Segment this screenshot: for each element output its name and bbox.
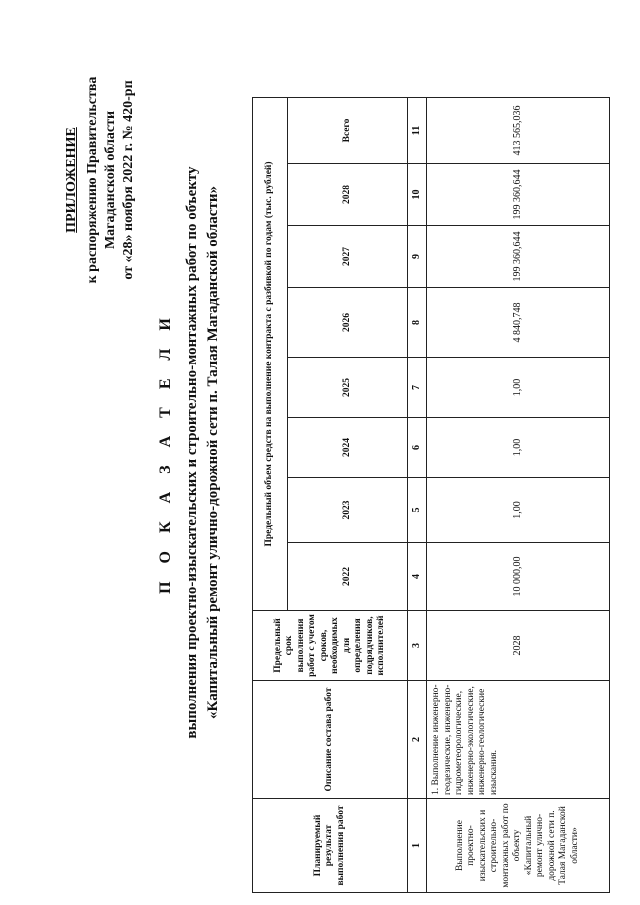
column-number: 1 (408, 799, 427, 893)
header-year: 2024 (288, 418, 408, 478)
appendix-line-2: Магаданской области (103, 110, 118, 250)
table-row (427, 98, 610, 893)
heading-line-2: «Капитальный ремонт улично-дорожной сети п. Талая Магаданской области» (205, 186, 221, 719)
column-number: 8 (408, 288, 427, 358)
column-number: 9 (408, 226, 427, 288)
indicators-table (252, 97, 610, 893)
row-deadline: 2028 (427, 611, 610, 681)
row-value-2023: 1,00 (427, 478, 610, 543)
column-number: 6 (408, 418, 427, 478)
row-value-2027: 199 360,644 (427, 226, 610, 288)
header-year: 2027 (288, 226, 408, 288)
appendix-block (63, 65, 138, 295)
row-value-2024: 1,00 (427, 418, 610, 478)
header-year: 2025 (288, 358, 408, 418)
header-description: Описание состава работ (253, 681, 408, 799)
column-number: 11 (408, 98, 427, 164)
header-year: 2023 (288, 478, 408, 543)
row-result: Выполнение проектно-изыскательских и строительно-монтажных работ по объекту «Капитальный ремонт улично-дорожной сети п. Талая Магаданской области» (427, 799, 610, 893)
row-value-2028: 199 360,644 (427, 164, 610, 226)
row-value-2022: 10 000,00 (427, 543, 610, 611)
header-volume: Предельный объем средств на выполнение контракта с разбивкой по годам (тыс. рублей) (253, 98, 288, 611)
header-result: Планируемый результат выполнения работ (253, 799, 408, 893)
row-value-2026: 4 840,748 (427, 288, 610, 358)
appendix-title: ПРИЛОЖЕНИЕ (64, 127, 79, 233)
column-number: 5 (408, 478, 427, 543)
column-number: 10 (408, 164, 427, 226)
column-number-row (408, 98, 427, 893)
appendix-line-1: к распоряжению Правительства (85, 76, 100, 284)
header-year: 2026 (288, 288, 408, 358)
header-year: 2022 (288, 543, 408, 611)
header-deadline: Предельный срок выполнения работ с учетом сроков, необходимых для определения подрядчиков, исполнителей (253, 611, 408, 681)
row-value-2025: 1,00 (427, 358, 610, 418)
column-number: 2 (408, 681, 427, 799)
header-year: 2028 (288, 164, 408, 226)
appendix-line-3: от «28» ноября 2022 г. № 420-рп (121, 80, 136, 280)
column-number: 3 (408, 611, 427, 681)
header-row-1 (253, 98, 288, 893)
column-number: 4 (408, 543, 427, 611)
heading-line-1: выполнения проектно-изыскательских и строительно-монтажных работ по объекту (184, 166, 200, 739)
document-title: П О К А З А Т Е Л И (157, 311, 174, 594)
row-description: 1. Выполнение инженерно-геодезические, инженерно-гидрометеорологические, инженерно-экологические, инженерно-геологические изыскания. (427, 681, 610, 799)
header-total: Всего (288, 98, 408, 164)
row-value-total: 413 565,036 (427, 98, 610, 164)
document-heading (155, 0, 224, 905)
column-number: 7 (408, 358, 427, 418)
